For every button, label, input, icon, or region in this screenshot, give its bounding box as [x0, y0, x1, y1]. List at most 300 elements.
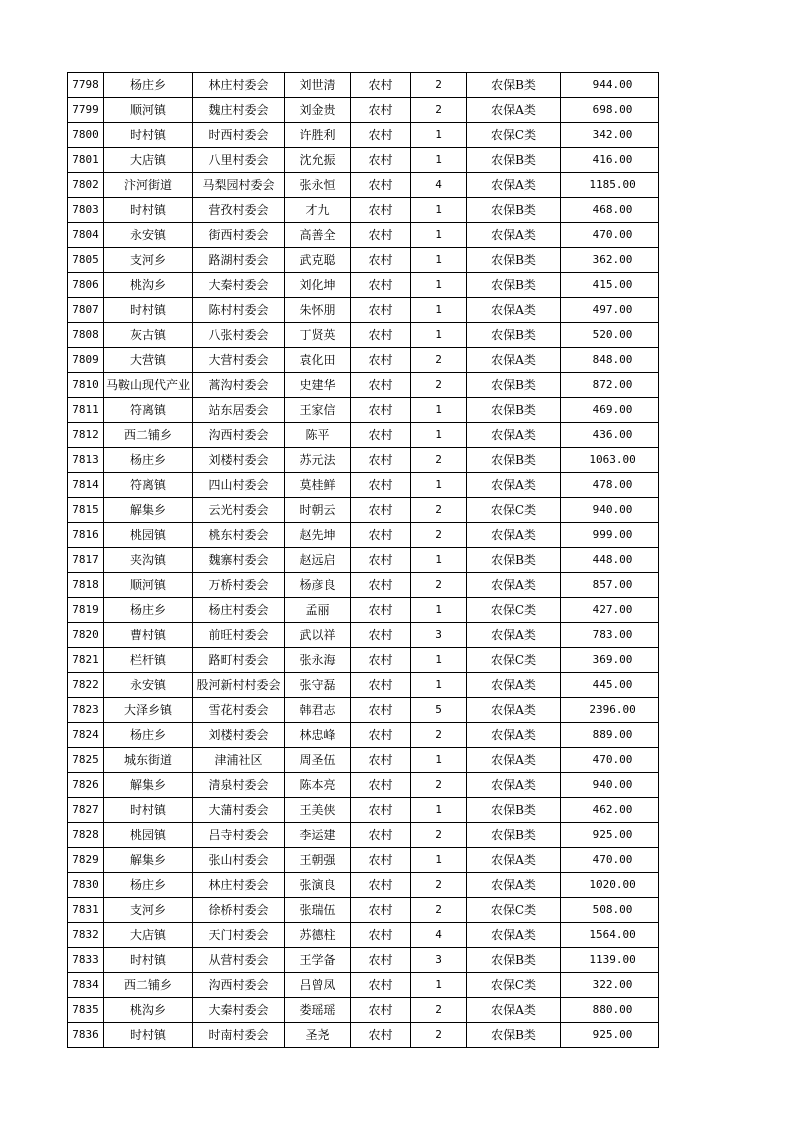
insurance-category-cell: 农保C类 — [467, 123, 561, 148]
township-cell: 桃园镇 — [104, 523, 193, 548]
table-row — [68, 373, 659, 398]
amount-cell: 1185.00 — [561, 173, 659, 198]
household-count-cell: 2 — [411, 873, 467, 898]
village-committee-cell: 街西村委会 — [193, 223, 285, 248]
household-count-cell: 1 — [411, 423, 467, 448]
row-id-cell: 7831 — [68, 898, 104, 923]
area-type-cell: 农村 — [351, 123, 411, 148]
village-committee-cell: 清泉村委会 — [193, 773, 285, 798]
area-type-cell: 农村 — [351, 623, 411, 648]
row-id-cell: 7835 — [68, 998, 104, 1023]
township-cell: 杨庄乡 — [104, 73, 193, 98]
household-count-cell: 2 — [411, 773, 467, 798]
table-row — [68, 723, 659, 748]
township-cell: 解集乡 — [104, 848, 193, 873]
area-type-cell: 农村 — [351, 823, 411, 848]
row-id-cell: 7813 — [68, 448, 104, 473]
village-committee-cell: 蒿沟村委会 — [193, 373, 285, 398]
area-type-cell: 农村 — [351, 473, 411, 498]
insurance-category-cell: 农保A类 — [467, 348, 561, 373]
township-cell: 大店镇 — [104, 923, 193, 948]
township-cell: 大营镇 — [104, 348, 193, 373]
township-cell: 永安镇 — [104, 673, 193, 698]
table-row — [68, 848, 659, 873]
table-row — [68, 823, 659, 848]
amount-cell: 1139.00 — [561, 948, 659, 973]
table-row — [68, 248, 659, 273]
area-type-cell: 农村 — [351, 773, 411, 798]
insurance-category-cell: 农保A类 — [467, 748, 561, 773]
area-type-cell: 农村 — [351, 848, 411, 873]
row-id-cell: 7801 — [68, 148, 104, 173]
person-name-cell: 韩君志 — [285, 698, 351, 723]
village-committee-cell: 四山村委会 — [193, 473, 285, 498]
household-count-cell: 5 — [411, 698, 467, 723]
insurance-category-cell: 农保A类 — [467, 98, 561, 123]
row-id-cell: 7818 — [68, 573, 104, 598]
table-row — [68, 323, 659, 348]
village-committee-cell: 从营村委会 — [193, 948, 285, 973]
insurance-category-cell: 农保C类 — [467, 598, 561, 623]
table-row — [68, 623, 659, 648]
amount-cell: 940.00 — [561, 498, 659, 523]
amount-cell: 322.00 — [561, 973, 659, 998]
village-committee-cell: 时西村委会 — [193, 123, 285, 148]
row-id-cell: 7800 — [68, 123, 104, 148]
amount-cell: 470.00 — [561, 848, 659, 873]
insurance-category-cell: 农保B类 — [467, 198, 561, 223]
village-committee-cell: 大秦村委会 — [193, 273, 285, 298]
village-committee-cell: 林庄村委会 — [193, 73, 285, 98]
person-name-cell: 朱怀朋 — [285, 298, 351, 323]
area-type-cell: 农村 — [351, 698, 411, 723]
person-name-cell: 杨彦良 — [285, 573, 351, 598]
amount-cell: 469.00 — [561, 398, 659, 423]
village-committee-cell: 天门村委会 — [193, 923, 285, 948]
amount-cell: 427.00 — [561, 598, 659, 623]
household-count-cell: 2 — [411, 73, 467, 98]
table-row — [68, 873, 659, 898]
amount-cell: 925.00 — [561, 823, 659, 848]
amount-cell: 872.00 — [561, 373, 659, 398]
table-row — [68, 673, 659, 698]
insurance-category-cell: 农保A类 — [467, 573, 561, 598]
village-committee-cell: 路町村委会 — [193, 648, 285, 673]
amount-cell: 889.00 — [561, 723, 659, 748]
township-cell: 顺河镇 — [104, 573, 193, 598]
household-count-cell: 1 — [411, 398, 467, 423]
township-cell: 永安镇 — [104, 223, 193, 248]
row-id-cell: 7830 — [68, 873, 104, 898]
area-type-cell: 农村 — [351, 373, 411, 398]
household-count-cell: 1 — [411, 648, 467, 673]
insurance-category-cell: 农保A类 — [467, 998, 561, 1023]
village-committee-cell: 魏庄村委会 — [193, 98, 285, 123]
village-committee-cell: 津浦社区 — [193, 748, 285, 773]
table-row — [68, 348, 659, 373]
township-cell: 时村镇 — [104, 948, 193, 973]
township-cell: 符离镇 — [104, 398, 193, 423]
table-row — [68, 148, 659, 173]
village-committee-cell: 路湖村委会 — [193, 248, 285, 273]
table-row — [68, 448, 659, 473]
village-committee-cell: 时南村委会 — [193, 1023, 285, 1048]
row-id-cell: 7815 — [68, 498, 104, 523]
amount-cell: 468.00 — [561, 198, 659, 223]
table-row — [68, 748, 659, 773]
amount-cell: 783.00 — [561, 623, 659, 648]
insurance-category-cell: 农保B类 — [467, 823, 561, 848]
insurance-category-cell: 农保B类 — [467, 948, 561, 973]
village-committee-cell: 大营村委会 — [193, 348, 285, 373]
person-name-cell: 圣尧 — [285, 1023, 351, 1048]
area-type-cell: 农村 — [351, 448, 411, 473]
row-id-cell: 7819 — [68, 598, 104, 623]
area-type-cell: 农村 — [351, 998, 411, 1023]
insurance-category-cell: 农保A类 — [467, 773, 561, 798]
insurance-category-cell: 农保A类 — [467, 623, 561, 648]
amount-cell: 925.00 — [561, 1023, 659, 1048]
insurance-category-cell: 农保B类 — [467, 398, 561, 423]
insurance-category-cell: 农保A类 — [467, 523, 561, 548]
household-count-cell: 2 — [411, 348, 467, 373]
amount-cell: 470.00 — [561, 748, 659, 773]
person-name-cell: 刘化坤 — [285, 273, 351, 298]
household-count-cell: 2 — [411, 498, 467, 523]
row-id-cell: 7828 — [68, 823, 104, 848]
household-count-cell: 2 — [411, 573, 467, 598]
row-id-cell: 7822 — [68, 673, 104, 698]
insurance-category-cell: 农保B类 — [467, 323, 561, 348]
area-type-cell: 农村 — [351, 898, 411, 923]
row-id-cell: 7798 — [68, 73, 104, 98]
township-cell: 时村镇 — [104, 298, 193, 323]
table-row — [68, 273, 659, 298]
township-cell: 曹村镇 — [104, 623, 193, 648]
area-type-cell: 农村 — [351, 273, 411, 298]
row-id-cell: 7816 — [68, 523, 104, 548]
person-name-cell: 苏德柱 — [285, 923, 351, 948]
person-name-cell: 张永海 — [285, 648, 351, 673]
amount-cell: 369.00 — [561, 648, 659, 673]
township-cell: 杨庄乡 — [104, 448, 193, 473]
person-name-cell: 沈允振 — [285, 148, 351, 173]
area-type-cell: 农村 — [351, 723, 411, 748]
amount-cell: 2396.00 — [561, 698, 659, 723]
area-type-cell: 农村 — [351, 798, 411, 823]
insurance-category-cell: 农保A类 — [467, 723, 561, 748]
table-row — [68, 573, 659, 598]
table-row — [68, 498, 659, 523]
insurance-category-cell: 农保B类 — [467, 448, 561, 473]
insurance-category-cell: 农保B类 — [467, 248, 561, 273]
household-count-cell: 1 — [411, 248, 467, 273]
table-row — [68, 298, 659, 323]
person-name-cell: 刘金贵 — [285, 98, 351, 123]
village-committee-cell: 站东居委会 — [193, 398, 285, 423]
insurance-category-cell: 农保B类 — [467, 373, 561, 398]
row-id-cell: 7834 — [68, 973, 104, 998]
village-committee-cell: 八里村委会 — [193, 148, 285, 173]
table-row — [68, 923, 659, 948]
table-row — [68, 698, 659, 723]
insurance-category-cell: 农保B类 — [467, 148, 561, 173]
person-name-cell: 张瑞伍 — [285, 898, 351, 923]
household-count-cell: 2 — [411, 1023, 467, 1048]
township-cell: 支河乡 — [104, 898, 193, 923]
amount-cell: 470.00 — [561, 223, 659, 248]
township-cell: 城东街道 — [104, 748, 193, 773]
person-name-cell: 武克聪 — [285, 248, 351, 273]
person-name-cell: 王美侠 — [285, 798, 351, 823]
person-name-cell: 许胜利 — [285, 123, 351, 148]
insurance-category-cell: 农保C类 — [467, 973, 561, 998]
row-id-cell: 7807 — [68, 298, 104, 323]
amount-cell: 416.00 — [561, 148, 659, 173]
household-count-cell: 1 — [411, 123, 467, 148]
amount-cell: 497.00 — [561, 298, 659, 323]
household-count-cell: 1 — [411, 223, 467, 248]
person-name-cell: 王朝强 — [285, 848, 351, 873]
insurance-category-cell: 农保B类 — [467, 548, 561, 573]
row-id-cell: 7827 — [68, 798, 104, 823]
area-type-cell: 农村 — [351, 573, 411, 598]
area-type-cell: 农村 — [351, 948, 411, 973]
row-id-cell: 7809 — [68, 348, 104, 373]
area-type-cell: 农村 — [351, 223, 411, 248]
table-row — [68, 948, 659, 973]
household-count-cell: 2 — [411, 448, 467, 473]
household-count-cell: 3 — [411, 948, 467, 973]
insurance-category-cell: 农保B类 — [467, 798, 561, 823]
row-id-cell: 7803 — [68, 198, 104, 223]
table-row — [68, 1023, 659, 1048]
row-id-cell: 7821 — [68, 648, 104, 673]
amount-cell: 508.00 — [561, 898, 659, 923]
row-id-cell: 7810 — [68, 373, 104, 398]
township-cell: 大泽乡镇 — [104, 698, 193, 723]
insurance-category-cell: 农保A类 — [467, 423, 561, 448]
household-count-cell: 1 — [411, 548, 467, 573]
amount-cell: 698.00 — [561, 98, 659, 123]
person-name-cell: 莫桂鲜 — [285, 473, 351, 498]
village-committee-cell: 前旺村委会 — [193, 623, 285, 648]
township-cell: 汴河街道 — [104, 173, 193, 198]
township-cell: 夹沟镇 — [104, 548, 193, 573]
row-id-cell: 7824 — [68, 723, 104, 748]
insurance-category-cell: 农保B类 — [467, 273, 561, 298]
insurance-category-cell: 农保A类 — [467, 673, 561, 698]
township-cell: 栏杆镇 — [104, 648, 193, 673]
amount-cell: 1564.00 — [561, 923, 659, 948]
area-type-cell: 农村 — [351, 198, 411, 223]
household-count-cell: 2 — [411, 723, 467, 748]
area-type-cell: 农村 — [351, 73, 411, 98]
person-name-cell: 武以祥 — [285, 623, 351, 648]
township-cell: 符离镇 — [104, 473, 193, 498]
insurance-category-cell: 农保C类 — [467, 648, 561, 673]
row-id-cell: 7833 — [68, 948, 104, 973]
insurance-category-cell: 农保A类 — [467, 173, 561, 198]
row-id-cell: 7823 — [68, 698, 104, 723]
household-count-cell: 2 — [411, 98, 467, 123]
township-cell: 支河乡 — [104, 248, 193, 273]
household-count-cell: 1 — [411, 598, 467, 623]
area-type-cell: 农村 — [351, 973, 411, 998]
person-name-cell: 赵先坤 — [285, 523, 351, 548]
amount-cell: 520.00 — [561, 323, 659, 348]
insurance-category-cell: 农保A类 — [467, 698, 561, 723]
area-type-cell: 农村 — [351, 748, 411, 773]
household-count-cell: 4 — [411, 173, 467, 198]
row-id-cell: 7836 — [68, 1023, 104, 1048]
table-row — [68, 73, 659, 98]
amount-cell: 436.00 — [561, 423, 659, 448]
insurance-category-cell: 农保A类 — [467, 923, 561, 948]
person-name-cell: 王学备 — [285, 948, 351, 973]
row-id-cell: 7817 — [68, 548, 104, 573]
township-cell: 西二铺乡 — [104, 973, 193, 998]
insurance-category-cell: 农保A类 — [467, 848, 561, 873]
village-committee-cell: 刘楼村委会 — [193, 723, 285, 748]
row-id-cell: 7814 — [68, 473, 104, 498]
table-row — [68, 423, 659, 448]
amount-cell: 944.00 — [561, 73, 659, 98]
person-name-cell: 陈平 — [285, 423, 351, 448]
table-row — [68, 548, 659, 573]
area-type-cell: 农村 — [351, 923, 411, 948]
area-type-cell: 农村 — [351, 173, 411, 198]
area-type-cell: 农村 — [351, 1023, 411, 1048]
table-row — [68, 648, 659, 673]
amount-cell: 940.00 — [561, 773, 659, 798]
amount-cell: 880.00 — [561, 998, 659, 1023]
person-name-cell: 时朝云 — [285, 498, 351, 523]
table-row — [68, 223, 659, 248]
insurance-category-cell: 农保B类 — [467, 73, 561, 98]
row-id-cell: 7832 — [68, 923, 104, 948]
amount-cell: 342.00 — [561, 123, 659, 148]
township-cell: 时村镇 — [104, 123, 193, 148]
person-name-cell: 王家信 — [285, 398, 351, 423]
village-committee-cell: 杨庄村委会 — [193, 598, 285, 623]
village-committee-cell: 桃东村委会 — [193, 523, 285, 548]
person-name-cell: 袁化田 — [285, 348, 351, 373]
amount-cell: 999.00 — [561, 523, 659, 548]
person-name-cell: 苏元法 — [285, 448, 351, 473]
insurance-category-cell: 农保A类 — [467, 473, 561, 498]
person-name-cell: 赵远启 — [285, 548, 351, 573]
area-type-cell: 农村 — [351, 498, 411, 523]
amount-cell: 1020.00 — [561, 873, 659, 898]
household-count-cell: 1 — [411, 673, 467, 698]
table-row — [68, 198, 659, 223]
row-id-cell: 7806 — [68, 273, 104, 298]
village-committee-cell: 股河新村村委会 — [193, 673, 285, 698]
amount-cell: 362.00 — [561, 248, 659, 273]
person-name-cell: 娄瑶瑶 — [285, 998, 351, 1023]
village-committee-cell: 徐桥村委会 — [193, 898, 285, 923]
village-committee-cell: 大蒲村委会 — [193, 798, 285, 823]
area-type-cell: 农村 — [351, 248, 411, 273]
village-committee-cell: 魏寨村委会 — [193, 548, 285, 573]
person-name-cell: 丁贤英 — [285, 323, 351, 348]
household-count-cell: 3 — [411, 623, 467, 648]
insurance-category-cell: 农保A类 — [467, 298, 561, 323]
area-type-cell: 农村 — [351, 873, 411, 898]
row-id-cell: 7820 — [68, 623, 104, 648]
township-cell: 大店镇 — [104, 148, 193, 173]
village-committee-cell: 马梨园村委会 — [193, 173, 285, 198]
village-committee-cell: 八张村委会 — [193, 323, 285, 348]
row-id-cell: 7812 — [68, 423, 104, 448]
township-cell: 时村镇 — [104, 1023, 193, 1048]
table-row — [68, 898, 659, 923]
person-name-cell: 刘世清 — [285, 73, 351, 98]
township-cell: 灰古镇 — [104, 323, 193, 348]
row-id-cell: 7799 — [68, 98, 104, 123]
row-id-cell: 7811 — [68, 398, 104, 423]
village-committee-cell: 沟西村委会 — [193, 423, 285, 448]
township-cell: 桃沟乡 — [104, 998, 193, 1023]
village-committee-cell: 林庄村委会 — [193, 873, 285, 898]
person-name-cell: 周圣伍 — [285, 748, 351, 773]
data-table — [67, 72, 659, 1048]
household-count-cell: 1 — [411, 848, 467, 873]
area-type-cell: 农村 — [351, 648, 411, 673]
person-name-cell: 高善全 — [285, 223, 351, 248]
household-count-cell: 1 — [411, 198, 467, 223]
township-cell: 桃园镇 — [104, 823, 193, 848]
person-name-cell: 吕曾凤 — [285, 973, 351, 998]
table-row — [68, 398, 659, 423]
village-committee-cell: 刘楼村委会 — [193, 448, 285, 473]
area-type-cell: 农村 — [351, 298, 411, 323]
row-id-cell: 7826 — [68, 773, 104, 798]
township-cell: 杨庄乡 — [104, 723, 193, 748]
table-row — [68, 998, 659, 1023]
township-cell: 时村镇 — [104, 798, 193, 823]
township-cell: 西二铺乡 — [104, 423, 193, 448]
village-committee-cell: 陈村村委会 — [193, 298, 285, 323]
village-committee-cell: 吕寺村委会 — [193, 823, 285, 848]
township-cell: 桃沟乡 — [104, 273, 193, 298]
area-type-cell: 农村 — [351, 398, 411, 423]
person-name-cell: 张守磊 — [285, 673, 351, 698]
area-type-cell: 农村 — [351, 323, 411, 348]
village-committee-cell: 万桥村委会 — [193, 573, 285, 598]
area-type-cell: 农村 — [351, 148, 411, 173]
amount-cell: 478.00 — [561, 473, 659, 498]
amount-cell: 448.00 — [561, 548, 659, 573]
person-name-cell: 张演良 — [285, 873, 351, 898]
household-count-cell: 1 — [411, 973, 467, 998]
amount-cell: 445.00 — [561, 673, 659, 698]
person-name-cell: 张永恒 — [285, 173, 351, 198]
township-cell: 杨庄乡 — [104, 598, 193, 623]
row-id-cell: 7805 — [68, 248, 104, 273]
household-count-cell: 1 — [411, 273, 467, 298]
person-name-cell: 才九 — [285, 198, 351, 223]
amount-cell: 415.00 — [561, 273, 659, 298]
household-count-cell: 1 — [411, 148, 467, 173]
row-id-cell: 7808 — [68, 323, 104, 348]
table-row — [68, 523, 659, 548]
row-id-cell: 7802 — [68, 173, 104, 198]
village-committee-cell: 雪花村委会 — [193, 698, 285, 723]
township-cell: 解集乡 — [104, 498, 193, 523]
table-row — [68, 173, 659, 198]
